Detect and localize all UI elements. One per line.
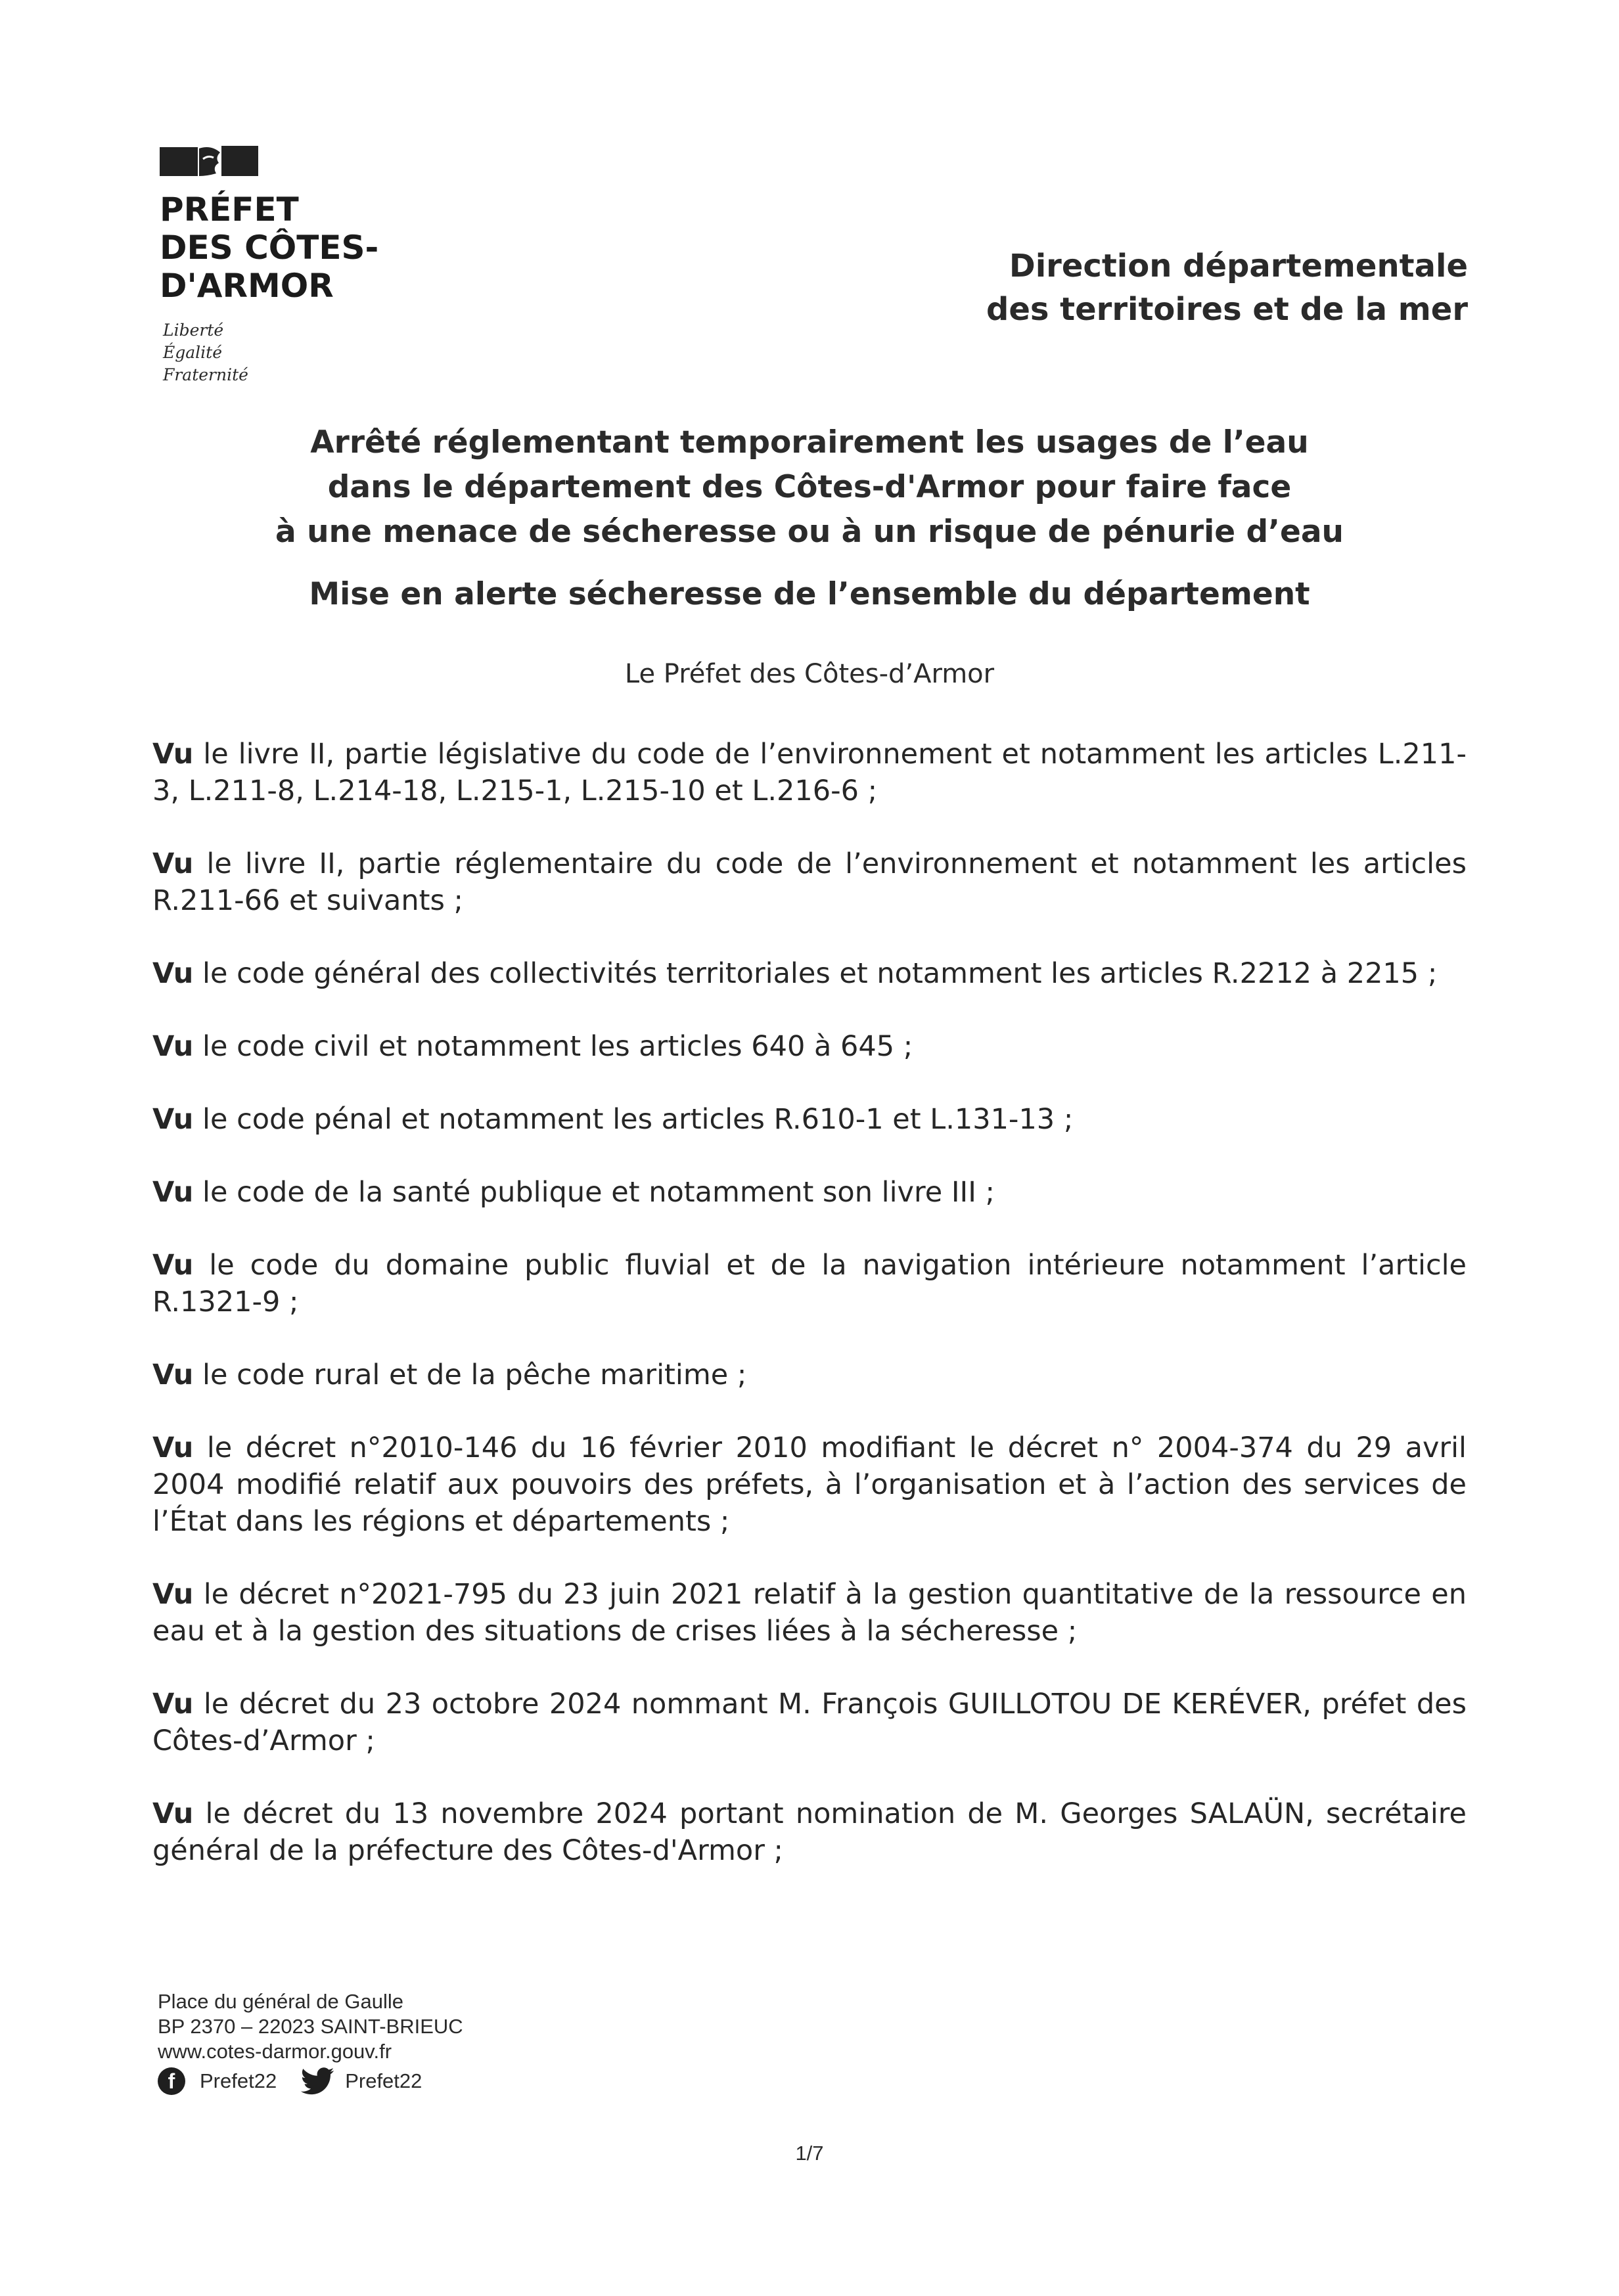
title-line-1: Arrêté réglementant temporairement les usages de l’eau: [310, 424, 1309, 461]
consideration-item: [152, 736, 1467, 809]
consideration-text: le livre II, partie réglementaire du code de l’environnement et notamment les articles R.211-66 et suivants ;: [152, 847, 1467, 917]
marianne-logo-icon: [160, 143, 258, 179]
consideration-item: [152, 1247, 1467, 1320]
consideration-text: le décret n°2010-146 du 16 février 2010 modifiant le décret n° 2004-374 du 29 avril 2004 modifié relatif aux pouvoirs des préfets, à l’organisation et à l’action des services de l’État dans les régions et départements ;: [152, 1431, 1467, 1538]
consideration-lead: Vu: [152, 1578, 194, 1611]
consideration-lead: Vu: [152, 1030, 194, 1063]
document-subtitle: Mise en alerte sécheresse de l’ensemble du département: [309, 576, 1310, 612]
consideration-lead: Vu: [152, 1431, 194, 1464]
consideration-item: [152, 955, 1467, 992]
consideration-item: [152, 1174, 1467, 1211]
consideration-item: [152, 845, 1467, 919]
direction-line-1: Direction départementale: [1009, 248, 1468, 284]
consideration-lead: Vu: [152, 738, 194, 771]
footer-address: [158, 1989, 463, 2064]
prefecture-name-line-3: D'ARMOR: [160, 267, 334, 305]
motto-liberte: Liberté: [163, 321, 224, 340]
prefecture-name-line-2: DES CÔTES-: [160, 229, 379, 267]
consideration-text: le décret n°2021-795 du 23 juin 2021 relatif à la gestion quantitative de la ressource en eau et à la gestion des situations de crises liées à la sécheresse ;: [152, 1578, 1467, 1648]
consideration-item: [152, 1429, 1467, 1540]
title-line-2: dans le département des Côtes-d'Armor pour faire face: [327, 469, 1292, 505]
consideration-lead: Vu: [152, 1176, 194, 1209]
prefecture-name-line-1: PRÉFET: [160, 191, 299, 229]
consideration-text: le livre II, partie législative du code de l’environnement et notamment les articles L.211-3, L.211-8, L.214-18, L.215-1, L.215-10 et L.216-6 ;: [152, 738, 1467, 807]
considerations-list: [152, 736, 1467, 1905]
consideration-text: le code civil et notamment les articles 640 à 645 ;: [193, 1030, 913, 1063]
title-line-3: à une menace de sécheresse ou à un risque de pénurie d’eau: [275, 514, 1344, 550]
facebook-icon[interactable]: f: [158, 2067, 185, 2095]
motto-fraternite: Fraternité: [163, 365, 248, 384]
consideration-item: [152, 1101, 1467, 1138]
social-links: [158, 2067, 422, 2096]
republic-motto: [163, 319, 248, 386]
address-line-1: Place du général de Gaulle: [158, 1990, 403, 2013]
consideration-item: [152, 1357, 1467, 1393]
twitter-handle[interactable]: Prefet22: [345, 2069, 422, 2092]
facebook-handle[interactable]: Prefet22: [200, 2069, 277, 2092]
consideration-lead: Vu: [152, 1688, 194, 1721]
page-number: 1/7: [795, 2142, 824, 2165]
consideration-lead: Vu: [152, 1359, 194, 1391]
consideration-text: le code rural et de la pêche maritime ;: [193, 1359, 747, 1391]
website-link[interactable]: www.cotes-darmor.gouv.fr: [158, 2040, 392, 2063]
address-line-2: BP 2370 – 22023 SAINT-BRIEUC: [158, 2015, 463, 2038]
document-title: [0, 420, 1619, 554]
consideration-item: [152, 1686, 1467, 1759]
consideration-item: [152, 1576, 1467, 1650]
direction-line-2: des territoires et de la mer: [986, 291, 1468, 328]
consideration-text: le décret du 23 octobre 2024 nommant M. François GUILLOTOU DE KERÉVER, préfet des Côtes-d’Armor ;: [152, 1688, 1467, 1757]
consideration-text: le décret du 13 novembre 2024 portant nomination de M. Georges SALAÜN, secrétaire général de la préfecture des Côtes-d'Armor ;: [152, 1797, 1467, 1867]
consideration-item: [152, 1795, 1467, 1869]
prefecture-name: [160, 191, 378, 305]
consideration-text: le code général des collectivités territoriales et notamment les articles R.2212 à 2215 ;: [193, 957, 1438, 990]
issuing-direction: [986, 244, 1468, 331]
consideration-text: le code pénal et notamment les articles R.610-1 et L.131-13 ;: [193, 1103, 1074, 1136]
consideration-item: [152, 1028, 1467, 1065]
consideration-lead: Vu: [152, 957, 194, 990]
consideration-lead: Vu: [152, 1797, 194, 1830]
twitter-icon[interactable]: [300, 2067, 334, 2095]
motto-egalite: Égalité: [163, 343, 222, 362]
consideration-text: le code du domaine public fluvial et de la navigation intérieure notamment l’article R.1321-9 ;: [152, 1249, 1467, 1318]
consideration-text: le code de la santé publique et notamment son livre III ;: [193, 1176, 995, 1209]
consideration-lead: Vu: [152, 847, 194, 880]
consideration-lead: Vu: [152, 1103, 194, 1136]
prefect-heading: Le Préfet des Côtes-d’Armor: [624, 659, 995, 689]
consideration-lead: Vu: [152, 1249, 194, 1282]
